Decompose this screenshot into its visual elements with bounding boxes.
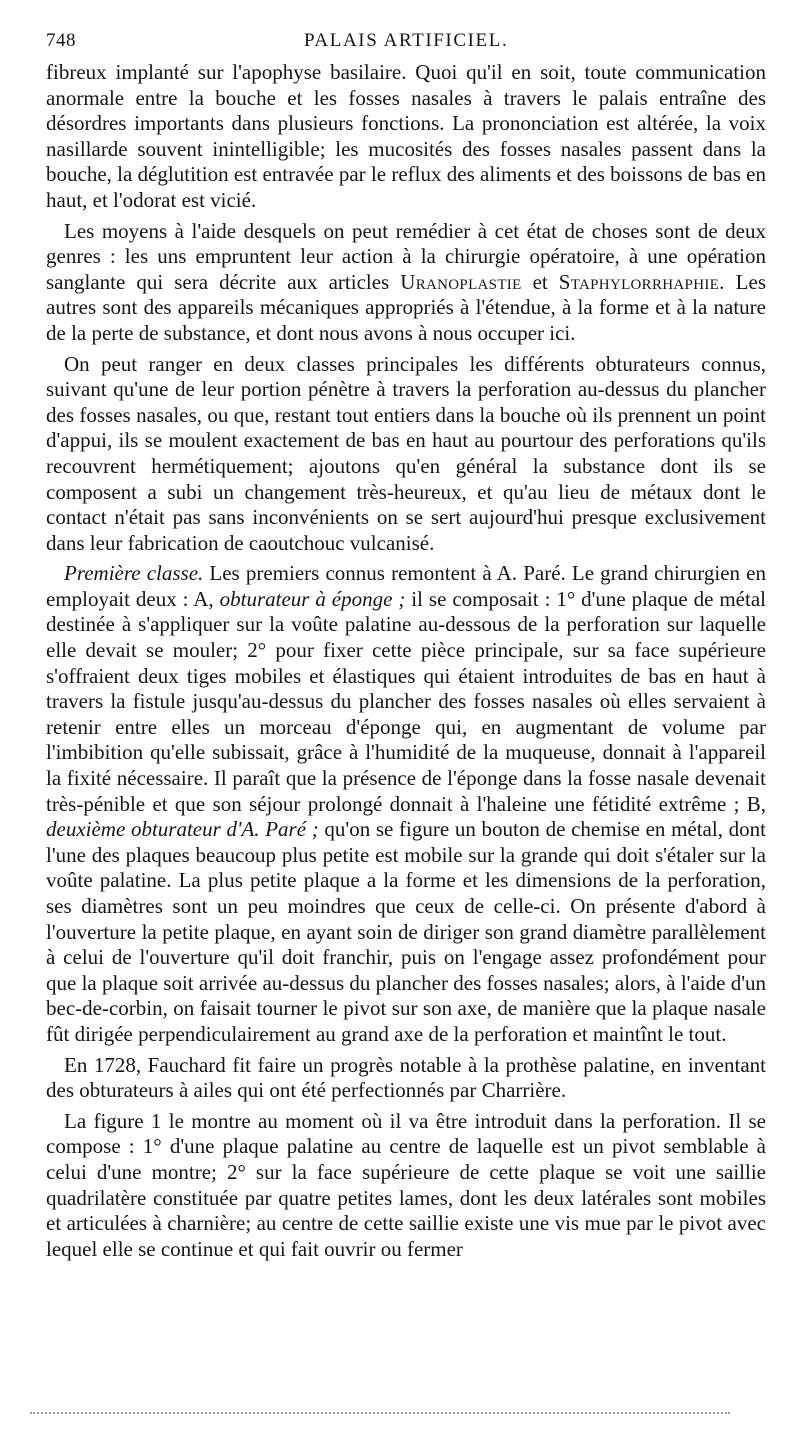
running-title: PALAIS ARTIFICIEL. [304, 30, 509, 51]
text-run: qu'on se figure un bouton de chemise en métal, dont l'une des plaques beaucoup plus petite est mobile sur la grande qui doit s'étaler sur la voûte palatine. La plus petite plaque a la forme et les dimensions de la perforation, ses diamètres sont un peu moindres que ceux de celle-ci. On présente d'abord à l'ouverture la petite plaque, en ayant soin de diriger son grand diamètre parallèlement à celui de l'ouverture qu'il doit franchir, puis on l'engage assez profondément pour que la plaque soit arrivée au-dessus du plancher des fosses nasales; alors, à l'aide d'un bec-de-corbin, on faisait tourner le pivot sur son axe, de manière que la plaque nasale fût dirigée perpendiculairement au grand axe de la perforation et maintînt le tout. [46, 817, 766, 1046]
paragraph [46, 219, 766, 347]
running-header [46, 30, 766, 60]
footer-rule [30, 1412, 730, 1414]
paragraph [46, 561, 766, 1047]
text-run: Les autres sont des appareils mécaniques appropriés à l'étendue, à la forme et à la nature de la perte de substance, et dont nous avons à nous occuper ici. [46, 269, 767, 345]
body-text [46, 60, 766, 1262]
text-run: On peut ranger en deux classes principales les différents obturateurs connus, suivant qu'une de leur portion pénètre à travers la perforation au-dessus du plancher des fosses nasales, ou que, restant tout entiers dans la bouche où ils prennent un point d'appui, ils se moulent exactement de bas en haut au pourtour des perforations qu'ils recouvrent hermétiquement; ajoutons qu'en général la substance dont ils se composent a subi un changement très-heureux, et qu'au lieu de métaux dont le contact n'était pas sans inconvénients on se sert aujourd'hui presque exclusivement dans leur fabrication de caoutchouc vulcanisé. [46, 351, 766, 555]
text-run-italic: Première classe. [64, 561, 204, 586]
text-run-smallcaps: Uranoplastie [400, 269, 522, 294]
text-run: et [521, 269, 559, 294]
paragraph [46, 352, 766, 557]
text-run-italic: deuxième obturateur d'A. Paré ; [46, 817, 319, 842]
text-run: il se composait : 1° d'une plaque de métal destinée à s'appliquer sur la voûte palatine au-dessous de la perforation sur laquelle elle devait se mouler; 2° pour fixer cette pièce principale, sur sa face supérieure s'offraient deux tiges mobiles et élastiques qui étaient introduites de bas en haut à travers la fistule jusqu'au-dessus du plancher des fosses nasales où elles servaient à retenir entre elles un morceau d'éponge qui, en augmentant de volume par l'imbibition qu'elle subissait, grâce à l'humidité de la muqueuse, donnait à l'appareil la fixité nécessaire. Il paraît que la présence de l'éponge dans la fosse nasale devenait très-pénible et que son séjour prolongé donnait à l'haleine une fétidité extrême ; B, [46, 586, 766, 816]
text-run: Les moyens à l'aide desquels on peut remédier à cet état de choses sont de deux genres : les uns empruntent leur action à la chirurgie opératoire, à une opération sanglante qui sera décrite aux articles [46, 218, 766, 294]
text-run-smallcaps: Staphylorrhaphie. [558, 269, 725, 294]
text-run: fibreux implanté sur l'apophyse basilaire. Quoi qu'il en soit, toute communication anormale entre la bouche et les fosses nasales à travers le palais entraîne des désordres importants dans plusieurs fonctions. La prononciation est altérée, la voix nasillarde souvent inintelligible; les mucosités des fosses nasales passent dans la bouche, la déglutition est entravée par le reflux des aliments et des boissons de bas en haut, et l'odorat est vicié. [46, 60, 766, 212]
text-run: En 1728, Fauchard fit faire un progrès notable à la prothèse palatine, en inventant des obturateurs à ailes qui ont été perfectionnés par Charrière. [46, 1052, 766, 1103]
text-run: Les premiers connus remontent à A. Paré. Le grand chirurgien en employait deux : A, [46, 561, 766, 611]
page-number: 748 [46, 30, 76, 51]
paragraph [46, 60, 766, 214]
text-run-italic: obturateur à éponge ; [219, 586, 406, 611]
book-page [46, 30, 766, 1267]
paragraph [46, 1053, 766, 1104]
text-run: La figure 1 le montre au moment où il va être introduit dans la perforation. Il se compose : 1° d'une plaque palatine au centre de laquelle est un pivot semblable à celui d'une montre; 2° sur la face supérieure de cette plaque se voit une saillie quadrilatère constituée par quatre petites lames, dont les deux latérales sont mobiles et articulées à charnière; au centre de cette saillie existe une vis mue par le pivot avec lequel elle se continue et qui fait ouvrir ou fermer [46, 1108, 766, 1261]
paragraph [46, 1109, 766, 1263]
